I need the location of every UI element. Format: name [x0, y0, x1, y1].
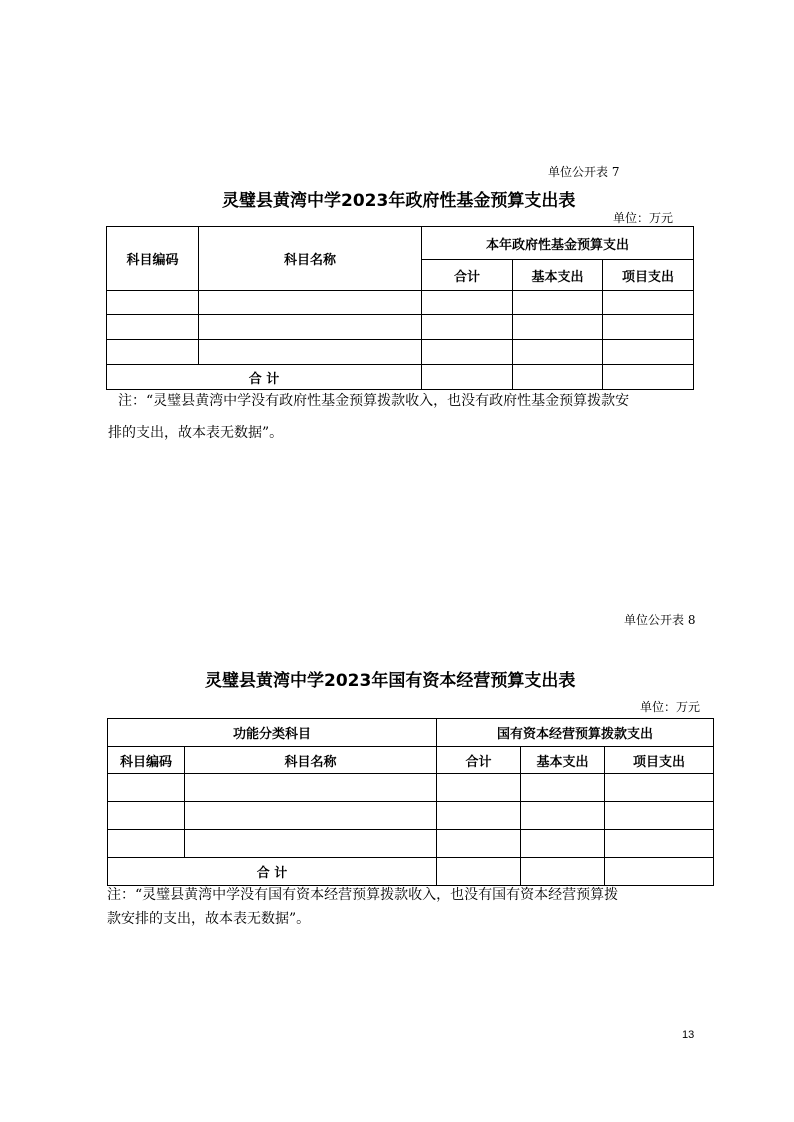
header-basic: 基本支出: [521, 747, 605, 774]
table7-unit: 单位：万元: [613, 211, 674, 225]
header-project: 项目支出: [603, 260, 694, 291]
table-row: [108, 830, 714, 858]
note-line: 排的支出，故本表无数据”。: [108, 425, 284, 441]
table-cell: [108, 774, 185, 802]
table-cell: [108, 802, 185, 830]
table-cell: [185, 802, 437, 830]
table-cell: [605, 830, 714, 858]
header-category: 功能分类科目: [108, 719, 437, 747]
table-cell: [437, 830, 521, 858]
table-cell: [521, 858, 605, 886]
table-cell: [603, 315, 694, 340]
table8-note: [107, 883, 717, 931]
table-cell: [422, 315, 513, 340]
page-number: 13: [682, 1029, 695, 1041]
table-cell: [437, 858, 521, 886]
table-cell: [422, 340, 513, 365]
header-code: 科目编码: [108, 747, 185, 774]
total-label: 合 计: [108, 858, 437, 886]
table-cell: [605, 858, 714, 886]
table-cell: [107, 340, 199, 365]
table-row: [108, 802, 714, 830]
table-cell: [513, 315, 603, 340]
header-name: 科目名称: [199, 227, 422, 291]
table-cell: [107, 315, 199, 340]
table-cell: [521, 802, 605, 830]
table7-tag: 单位公开表 7: [548, 165, 620, 179]
table-row: [108, 774, 714, 802]
table-cell: [108, 830, 185, 858]
table-cell: [603, 291, 694, 315]
table7-title: 灵璧县黄湾中学2023年政府性基金预算支出表: [222, 191, 576, 211]
table-cell: [185, 774, 437, 802]
table-cell: [199, 291, 422, 315]
total-row: [108, 858, 714, 886]
table-row: [107, 315, 694, 340]
header-name: 科目名称: [185, 747, 437, 774]
header-total: 合计: [437, 747, 521, 774]
table-cell: [603, 340, 694, 365]
table7-note: [108, 385, 718, 449]
table-row: [107, 291, 694, 315]
table7: [106, 226, 694, 390]
header-basic: 基本支出: [513, 260, 603, 291]
table-cell: [513, 291, 603, 315]
table8-unit: 单位：万元: [640, 700, 701, 714]
table-row: [107, 340, 694, 365]
table-cell: [605, 774, 714, 802]
table-cell: [605, 802, 714, 830]
table8: [107, 718, 714, 886]
table-cell: [199, 315, 422, 340]
table-cell: [107, 291, 199, 315]
header-group: 本年政府性基金预算支出: [422, 227, 694, 260]
total-label: 合 计: [107, 365, 422, 390]
note-line: 注：“灵璧县黄湾中学没有国有资本经营预算拨款收入，也没有国有资本经营预算拨: [107, 887, 619, 903]
table8-tag: 单位公开表 8: [624, 613, 696, 627]
header-project: 项目支出: [605, 747, 714, 774]
header-total: 合计: [422, 260, 513, 291]
table-cell: [437, 774, 521, 802]
header-group: 国有资本经营预算拨款支出: [437, 719, 714, 747]
table-cell: [199, 340, 422, 365]
table8-title: 灵璧县黄湾中学2023年国有资本经营预算支出表: [205, 671, 576, 691]
note-line: 款安排的支出，故本表无数据”。: [107, 911, 311, 927]
table-cell: [513, 340, 603, 365]
table-cell: [422, 291, 513, 315]
table-cell: [521, 830, 605, 858]
table-cell: [185, 830, 437, 858]
header-code: 科目编码: [107, 227, 199, 291]
table-cell: [521, 774, 605, 802]
table-cell: [437, 802, 521, 830]
note-line: 注：“灵璧县黄湾中学没有政府性基金预算拨款收入，也没有政府性基金预算拨款安: [118, 393, 630, 409]
